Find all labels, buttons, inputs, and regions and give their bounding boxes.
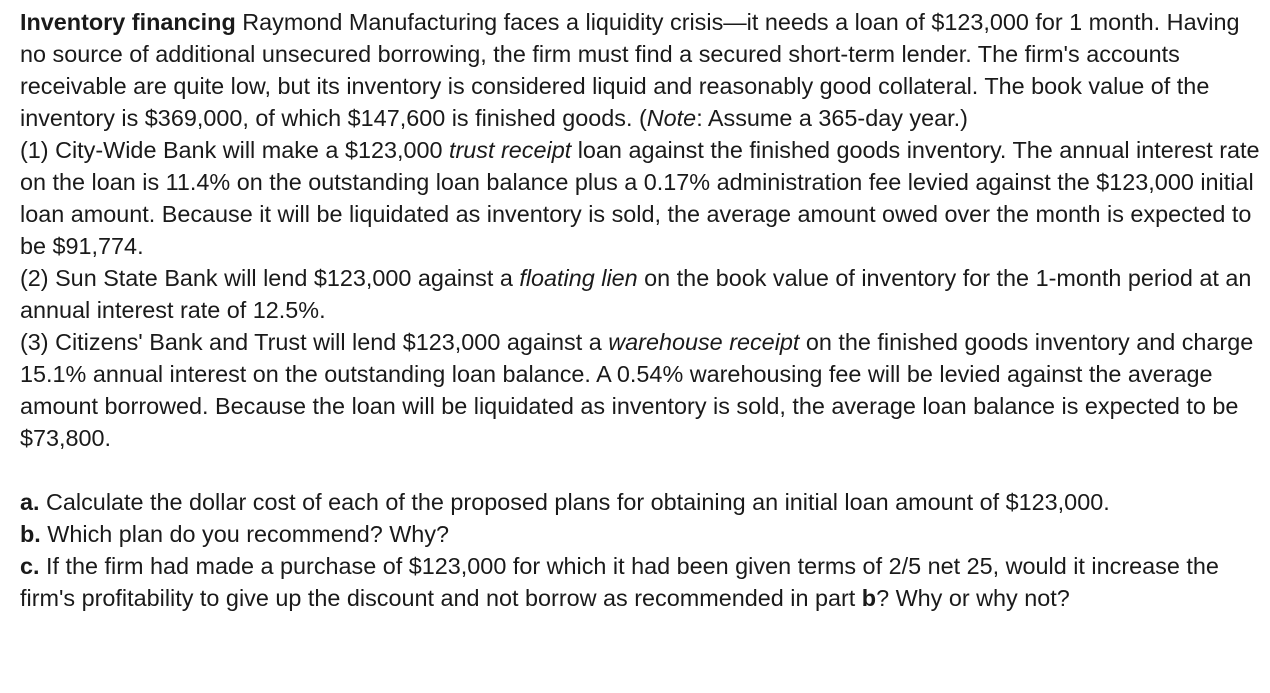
option-3-text-end: on the finished goods inventory and charge 15.1% annual interest on the outstanding loan balance. A 0.54% warehousing fee will be levied against the average amount borrowed. Because the loan will be liquidated as inventory is sold, the average loan balance is expected to be $73,800. — [20, 329, 1254, 451]
paragraph-gap — [20, 454, 1265, 486]
intro-text-end: : Assume a 365-day year.) — [696, 105, 968, 131]
option-2-paragraph — [20, 262, 1265, 326]
note-word: Note — [646, 105, 697, 131]
intro-paragraph — [20, 6, 1265, 134]
option-3-term: warehouse receipt — [608, 329, 800, 355]
option-3-text: (3) Citizens' Bank and Trust will lend $123,000 against a — [20, 329, 609, 355]
option-2-text: (2) Sun State Bank will lend $123,000 against a — [20, 265, 520, 291]
intro-text: Raymond Manufacturing faces a liquidity crisis—it needs a loan of $123,000 for 1 month. Having no source of additional unsecured borrowing, the firm must find a secured short-term lender. The firm's accounts receivable are quite low, but its inventory is considered liquid and reasonably good collateral. The book value of the inventory is $369,000, of which $147,600 is finished goods. ( — [20, 9, 1240, 131]
question-c-label: c. — [20, 553, 40, 579]
question-b — [20, 518, 1265, 550]
option-1-term: trust receipt — [449, 137, 572, 163]
option-2-text-end: on the book value of inventory for the 1-month period at an annual interest rate of 12.5%. — [20, 265, 1252, 323]
question-b-label: b. — [20, 521, 41, 547]
question-c — [20, 550, 1265, 614]
option-2-term: floating lien — [519, 265, 638, 291]
problem-heading: Inventory financing — [20, 9, 236, 35]
problem-document — [20, 6, 1265, 614]
question-a-text: Calculate the dollar cost of each of the proposed plans for obtaining an initial loan amount of $123,000. — [39, 489, 1110, 515]
question-a — [20, 486, 1265, 518]
option-1-paragraph — [20, 134, 1265, 262]
option-1-text: (1) City-Wide Bank will make a $123,000 — [20, 137, 450, 163]
question-c-text: If the firm had made a purchase of $123,000 for which it had been given terms of 2/5 net 25, would it increase the firm's profitability to give up the discount and not borrow as recommended in part — [20, 553, 1219, 611]
option-1-text-end: loan against the finished goods inventory. The annual interest rate on the loan is 11.4% on the outstanding loan balance plus a 0.17% administration fee levied against the $123,000 initial loan amount. Because it will be liquidated as inventory is sold, the average amount owed over the month is expected to be $91,774. — [20, 137, 1260, 259]
question-b-text: Which plan do you recommend? Why? — [40, 521, 450, 547]
question-a-label: a. — [20, 489, 40, 515]
question-c-part-ref: b — [861, 585, 877, 611]
option-3-paragraph — [20, 326, 1265, 454]
question-c-text-end: ? Why or why not? — [876, 585, 1070, 611]
